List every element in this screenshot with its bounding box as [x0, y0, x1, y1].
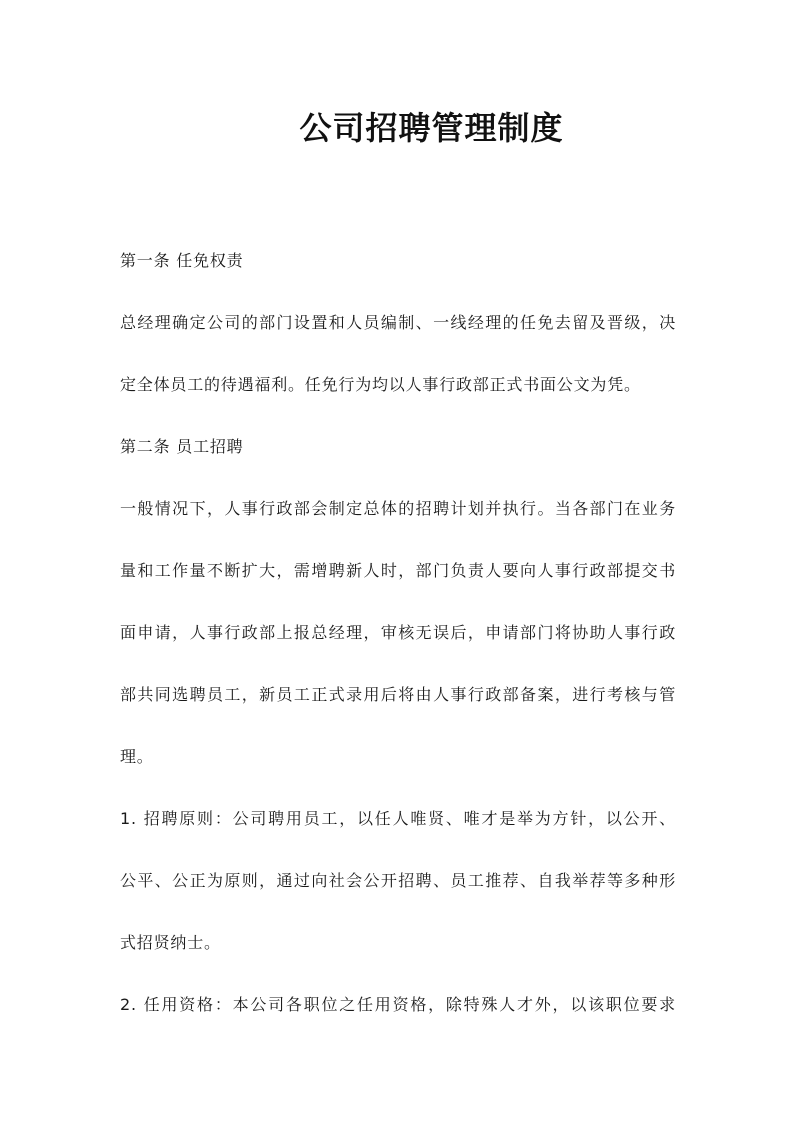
section-heading-1: 第一条 任免权责 [120, 251, 244, 270]
paragraph-line: 部共同选聘员工，新员工正式录用后将由人事行政部备案，进行考核与管 [120, 685, 676, 704]
list-item-line: 式招贤纳士。 [120, 933, 221, 952]
section-heading-2: 第二条 员工招聘 [120, 437, 244, 456]
paragraph-line: 总经理确定公司的部门设置和人员编制、一线经理的任免去留及晋级，决 [120, 313, 676, 332]
paragraph-line: 量和工作量不断扩大，需增聘新人时，部门负责人要向人事行政部提交书 [120, 561, 676, 580]
paragraph-line: 定全体员工的待遇福利。任免行为均以人事行政部正式书面公文为凭。 [120, 375, 641, 394]
paragraph-line: 理。 [120, 747, 154, 766]
paragraph-line: 面申请，人事行政部上报总经理，审核无误后，申请部门将协助人事行政 [120, 623, 676, 642]
list-item-line: 1. 招聘原则：公司聘用员工，以任人唯贤、唯才是举为方针，以公开、 [120, 809, 676, 828]
list-item-line: 2. 任用资格：本公司各职位之任用资格，除特殊人才外，以该职位要求 [120, 995, 676, 1014]
paragraph-line: 一般情况下，人事行政部会制定总体的招聘计划并执行。当各部门在业务 [120, 499, 676, 518]
list-item-line: 公平、公正为原则，通过向社会公开招聘、员工推荐、自我举荐等多种形 [120, 871, 676, 890]
document-title: 公司招聘管理制度 [299, 109, 564, 147]
document-body [120, 230, 676, 1036]
